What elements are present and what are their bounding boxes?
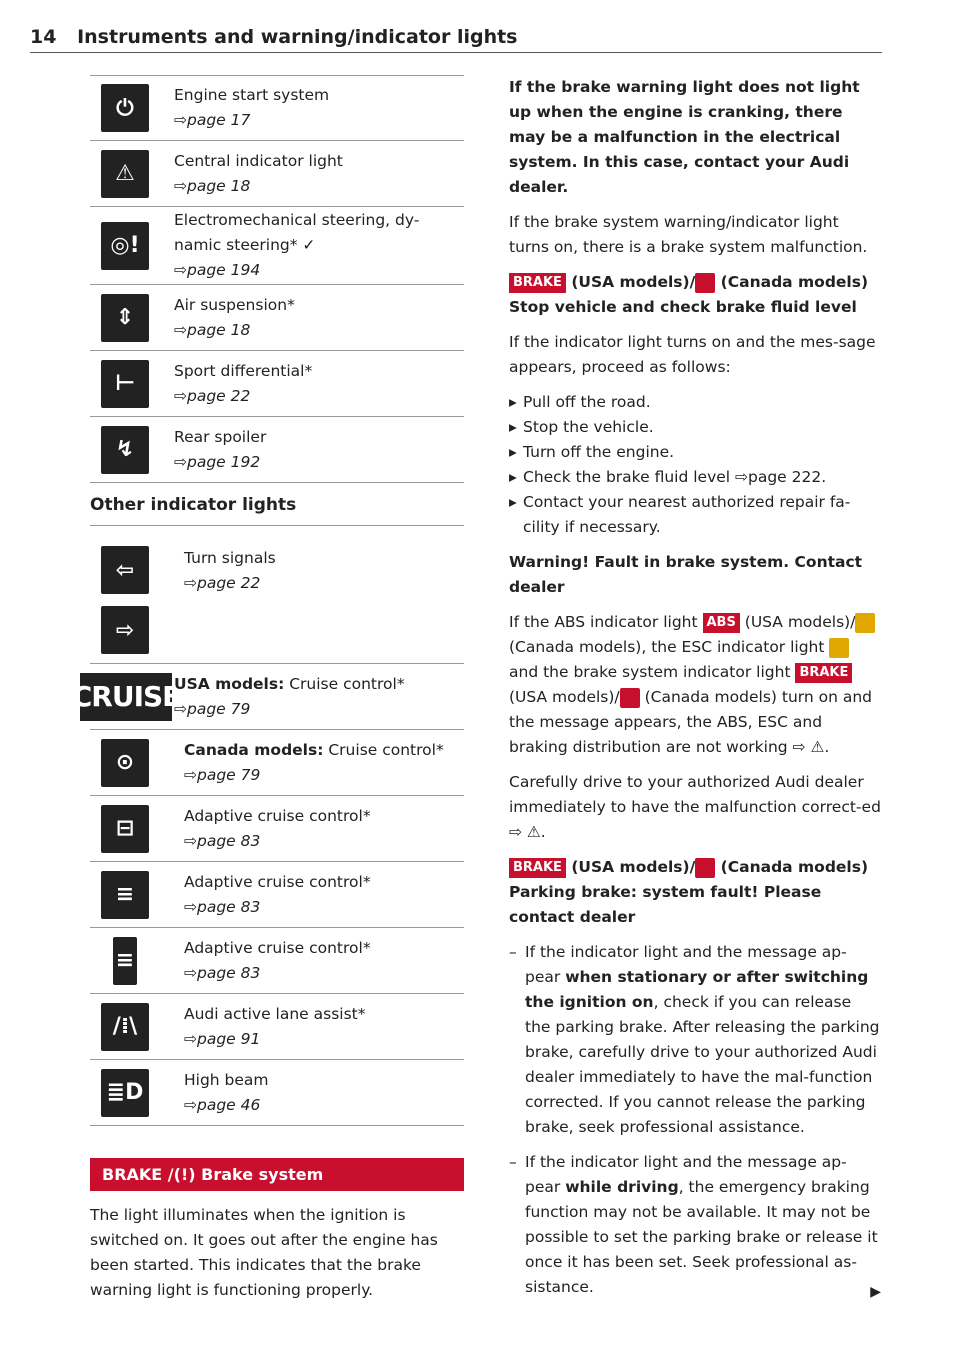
brake-heading-text: /(!) Brake system	[162, 1165, 324, 1184]
sport-differential-icon: ⊢	[101, 360, 149, 408]
left-column	[71, 75, 464, 1303]
cruise-icon: CRUISE	[80, 673, 172, 721]
brake-canada-icon	[695, 273, 715, 293]
indicator-row	[90, 536, 464, 664]
adaptive-cruise-2-icon: ≡	[101, 871, 149, 919]
air-suspension-icon: ⇕	[101, 294, 149, 342]
turn-signal-right-icon: ⇨	[101, 606, 149, 654]
brake-intro-paragraph: The light illuminates when the ignition is switched on. It goes out after the engine has been started. This indicates that the brake warning light is functioning properly.	[90, 1206, 438, 1299]
row-label-text: Cruise control*	[284, 674, 405, 693]
lane-assist-icon: /⁞\	[101, 1003, 149, 1051]
cruise-canada-icon: ⊙	[101, 739, 149, 787]
brake-canada-icon	[695, 858, 715, 878]
row-label	[174, 672, 405, 697]
indicator-row	[71, 664, 464, 730]
brake-system-heading	[90, 1158, 464, 1191]
row-label	[184, 738, 444, 763]
indicator-row	[90, 730, 464, 796]
text-part: , check if you can release the parking brake. After releasing the parking brake, carefully drive to your authorized Audi dealer immediately to have the mal-function corrected. If you cannot release the parking brake, seek professional assistance.	[525, 993, 880, 1136]
indicator-row	[90, 862, 464, 928]
abs-paragraph	[509, 610, 881, 760]
text-part: If the ABS indicator light	[509, 613, 703, 631]
steps-list	[509, 390, 881, 540]
text-part: (Canada models), the ESC indicator light	[509, 638, 830, 656]
other-indicators-heading: Other indicator lights	[90, 495, 464, 526]
indicator-row	[90, 141, 464, 207]
indicator-row	[90, 207, 464, 285]
continue-arrow-icon: ▶	[870, 1284, 881, 1300]
central-warning-icon: ⚠	[101, 150, 149, 198]
right-column	[509, 75, 881, 1310]
abs-canada-icon	[855, 613, 875, 633]
row-label-bold: Canada models:	[184, 740, 324, 759]
malfunction-paragraph: If the brake system warning/indicator light turns on, there is a brake system malfunction.	[509, 213, 868, 256]
heading-part: Parking brake: system fault! Please contact dealer	[509, 883, 822, 926]
parking-brake-heading	[509, 855, 881, 930]
adaptive-cruise-3-icon: ≡	[113, 937, 137, 985]
text-part-bold: while driving	[565, 1178, 679, 1196]
heading-part: (USA models)/	[565, 858, 696, 876]
row-label-text: Cruise control*	[323, 740, 444, 759]
indicator-row	[90, 75, 464, 141]
page-ref[interactable]: ⇨page 18	[174, 320, 251, 339]
row-label: Engine start system	[174, 86, 330, 104]
brake-light-note: If the brake warning light does not light up when the engine is cranking, there may be a malfunction in the electrical system. In this case, contact your Audi dealer.	[509, 78, 860, 196]
page-ref[interactable]: ⇨page 83	[184, 963, 261, 982]
page-ref[interactable]: ⇨page 18	[174, 176, 251, 195]
page-title: Instruments and warning/indicator lights	[77, 26, 518, 48]
text-part: and the brake system indicator light	[509, 663, 796, 681]
list-item: ▸ Stop the vehicle.	[509, 415, 881, 440]
text-part: (Canada models) turn on and the message appears, the ABS, ESC and braking distribution are not working ⇨ ⚠.	[509, 688, 873, 756]
brake-red-icon: BRAKE	[509, 858, 566, 878]
row-label: Adaptive cruise control*	[184, 872, 371, 891]
indicator-row	[90, 285, 464, 351]
indicator-row	[90, 1060, 464, 1126]
indicator-row	[90, 928, 464, 994]
list-item[interactable]: ▸ Check the brake fluid level ⇨page 222.	[509, 465, 881, 490]
rear-spoiler-icon: ↯	[101, 426, 149, 474]
heading-part: (USA models)/	[565, 273, 696, 291]
brake-tag: BRAKE	[102, 1165, 163, 1184]
indicator-row	[90, 417, 464, 483]
parking-brake-list	[509, 940, 881, 1300]
fault-heading: Warning! Fault in brake system. Contact dealer	[509, 553, 863, 596]
text-part-bold: when stationary or after switching the ignition on	[525, 968, 869, 1011]
page-ref[interactable]: ⇨page 194	[174, 261, 261, 279]
indicator-row	[90, 351, 464, 417]
indicator-paragraph: If the indicator light turns on and the mes-sage appears, proceed as follows:	[509, 333, 876, 376]
row-label-bold: USA models:	[174, 674, 285, 693]
page-ref[interactable]: ⇨page 22	[174, 386, 251, 405]
page-ref[interactable]: ⇨page 83	[184, 831, 261, 850]
adaptive-cruise-icon: ⊟	[101, 805, 149, 853]
esc-icon	[829, 638, 849, 658]
indicator-row	[90, 994, 464, 1060]
row-label: Central indicator light	[174, 151, 343, 170]
row-label: Adaptive cruise control*	[184, 938, 371, 957]
row-label: Turn signals	[184, 549, 276, 567]
header-rule	[30, 52, 882, 53]
brake-red-icon: BRAKE	[795, 663, 852, 683]
list-item: ▸ Turn off the engine.	[509, 440, 881, 465]
list-item	[509, 940, 881, 1140]
text-part: , the emergency braking function may not be available. It may not be possible to set the parking brake or release it once it has been set. Seek professional as-sistance.	[525, 1178, 878, 1296]
page-ref[interactable]: ⇨page 46	[184, 1095, 261, 1114]
abs-icon: ABS	[703, 613, 740, 633]
engine-start-icon: ⏻	[101, 84, 149, 132]
heading-part: Stop vehicle and check brake fluid level	[509, 298, 857, 316]
brake-red-icon: BRAKE	[509, 273, 566, 293]
row-label: High beam	[184, 1070, 269, 1089]
text-part: If the indicator light and the message ap-pear	[525, 943, 847, 986]
indicator-row	[90, 796, 464, 862]
list-item: ▸ Contact your nearest authorized repair fa-cility if necessary.	[509, 490, 881, 540]
text-part: (USA models)/	[739, 613, 856, 631]
page-ref[interactable]: ⇨page 79	[174, 699, 251, 718]
heading-part: (Canada models)	[715, 858, 869, 876]
stop-vehicle-heading	[509, 270, 881, 320]
page-ref[interactable]: ⇨page 79	[184, 765, 261, 784]
heading-part: (Canada models)	[715, 273, 869, 291]
row-label: Sport differential*	[174, 361, 313, 380]
row-label: Electromechanical steering, dy-namic steering* ✓	[174, 211, 420, 254]
row-label: Air suspension*	[174, 295, 295, 314]
row-label: Rear spoiler	[174, 427, 267, 446]
turn-signal-left-icon: ⇦	[101, 546, 149, 594]
page-ref[interactable]: ⇨page 17	[174, 111, 251, 129]
high-beam-icon: ≣D	[101, 1069, 149, 1117]
steering-icon: ◎!	[101, 222, 149, 270]
row-label: Adaptive cruise control*	[184, 806, 371, 825]
text-part: (USA models)/	[509, 688, 620, 706]
page-header	[30, 26, 518, 48]
page-ref[interactable]: ⇨page 22	[184, 574, 261, 592]
brake-canada-icon	[620, 688, 640, 708]
page-number: 14	[30, 26, 57, 48]
dealer-paragraph: Carefully drive to your authorized Audi dealer immediately to have the malfunction correct-ed ⇨ ⚠.	[509, 773, 881, 841]
list-item: ▸ Pull off the road.	[509, 390, 881, 415]
page-ref[interactable]: ⇨page 192	[174, 452, 261, 471]
page-ref[interactable]: ⇨page 91	[184, 1029, 261, 1048]
page-ref[interactable]: ⇨page 83	[184, 897, 261, 916]
list-item	[509, 1150, 881, 1300]
text-part: If the indicator light and the message ap-pear	[525, 1153, 847, 1196]
row-label: Audi active lane assist*	[184, 1004, 366, 1023]
